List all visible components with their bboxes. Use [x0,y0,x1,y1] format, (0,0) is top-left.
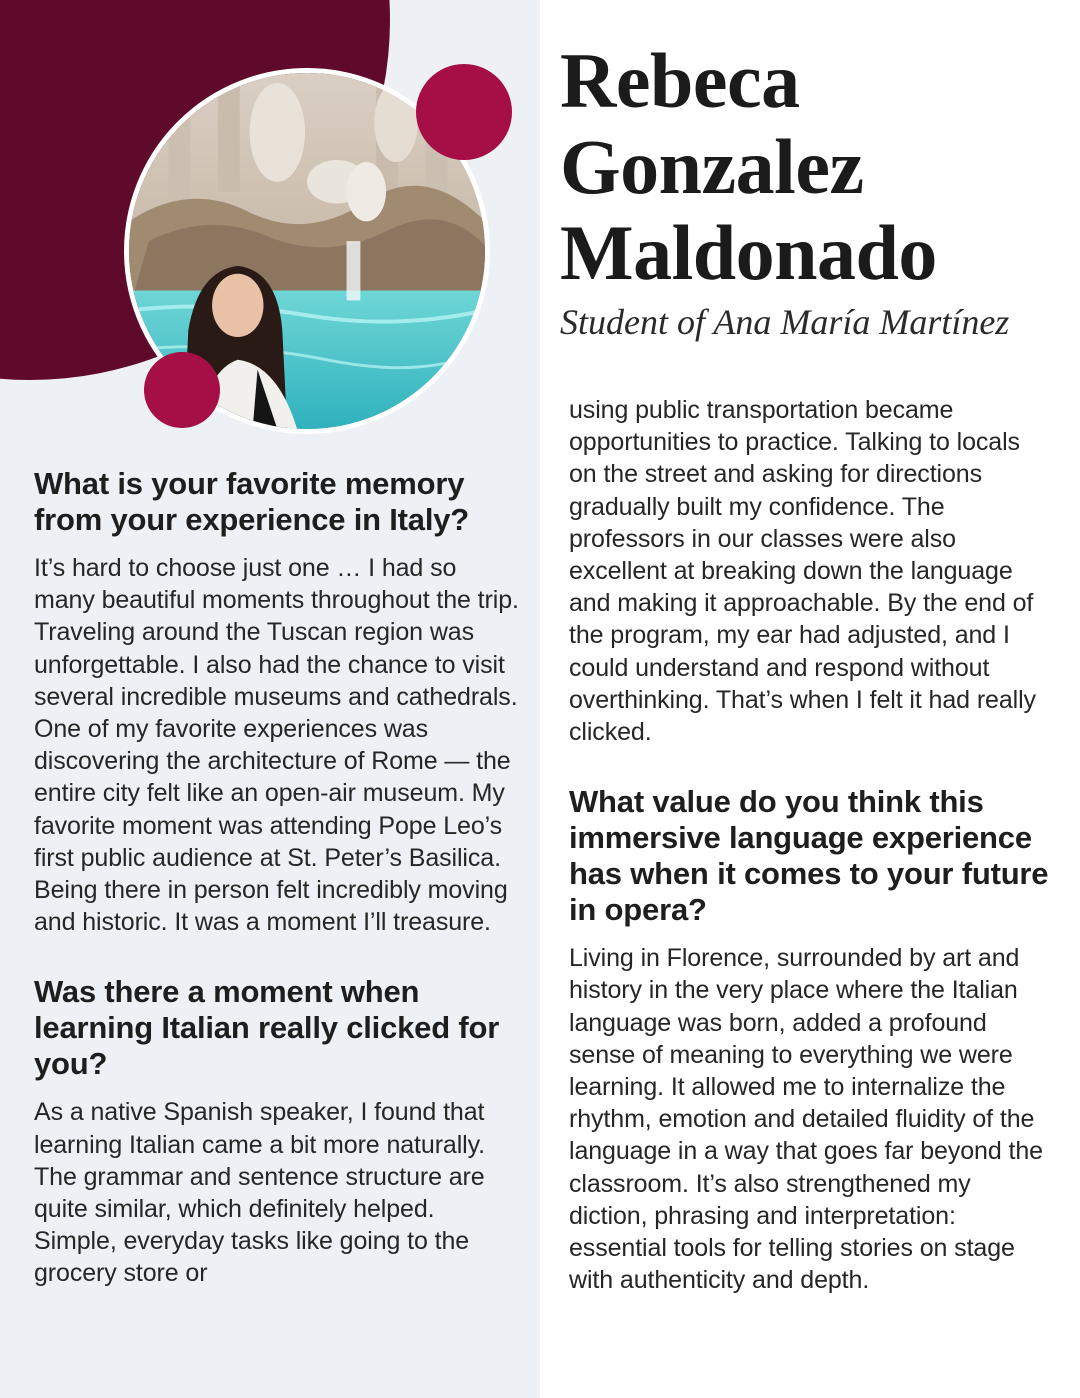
answer-text: Living in Florence, surrounded by art and history in the very place where the Italian language was born, added a profound sense of meaning to everything we were learning. It allowed me to internalize the rhythm, emotion and detailed fluidity of the language in a way that goes far beyond the classroom. It’s also strengthened my diction, phrasing and interpretation: essential tools for telling stories on stage with authenticity and depth. [569,944,1043,1295]
answer-text: It’s hard to choose just one … I had so many beautiful moments throughout the trip. Traveling around the Tuscan region was unforgettable. I also had the chance to visit several incredible museums and cathedrals. One of my favorite experiences was discovering the architecture of Rome — the entire city felt like an open-air museum. My favorite moment was attending Pope Leo’s first public audience at St. Peter’s Basilica. Being there in person felt incredibly moving and historic. It was a moment I’ll treasure. [34,554,519,937]
name-line: Gonzalez [560,123,864,210]
answer-text: As a native Spanish speaker, I found that learning Italian came a bit more naturally. The grammar and sentence structure are quite similar, which definitely helped. Simple, everyday tasks like going to the grocery store or [34,1098,486,1288]
accent-dot-top [416,64,512,160]
left-column [34,466,520,1290]
right-column [569,394,1049,1296]
name-line: Rebeca [560,37,800,124]
question-heading: What is your favorite memory from your experience in Italy? [34,466,470,537]
answer-text: using public transportation became opportunities to practice. Talking to locals on the street and asking for directions gradually built my confidence. The professors in our classes were also excellent at breaking down the language and making it approachable. By the end of the program, my ear had adjusted, and I could understand and respond without overthinking. That’s when I felt it had really clicked. [569,396,1036,747]
accent-dot-bottom [144,352,220,428]
name-line: Maldonado [560,209,937,296]
question-heading: Was there a moment when learning Italian really clicked for you? [34,974,500,1082]
page-title [560,38,1060,296]
question-heading: What value do you think this immersive language experience has when it comes to your future in opera? [569,784,1049,928]
subtitle: Student of Ana María Martínez [560,302,1010,342]
